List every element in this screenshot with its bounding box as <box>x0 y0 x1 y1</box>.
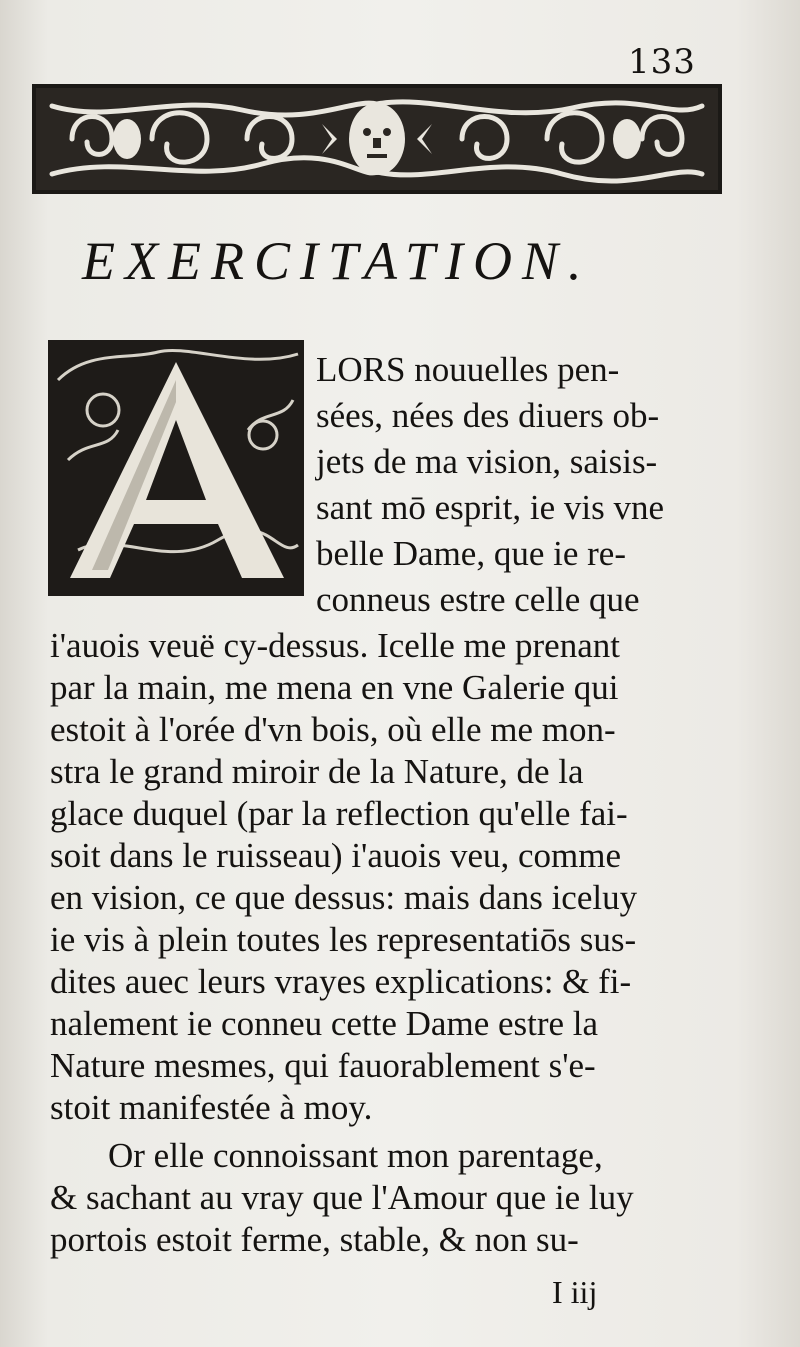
ornamental-headpiece <box>32 84 722 194</box>
text-line: soit dans le ruisseau) i'auois veu, comme <box>50 836 622 875</box>
text-line: conneus estre celle que <box>316 580 640 619</box>
text-line: dites auec leurs vrayes explications: & fi- <box>50 962 632 1001</box>
text-line: par la main, me mena en vne Galerie qui <box>50 668 619 707</box>
text-line: Or elle connoissant mon parentage, <box>108 1136 603 1175</box>
text-line: jets de ma vision, saisis- <box>316 442 658 481</box>
historiated-initial <box>48 340 304 596</box>
text-line: & sachant au vray que l'Amour que ie luy <box>50 1178 634 1217</box>
text-line: stra le grand miroir de la Nature, de la <box>50 752 584 791</box>
text-line: i'auois veuë cy-dessus. Icelle me prenant <box>50 626 620 665</box>
text-line: nalement ie conneu cette Dame estre la <box>50 1004 599 1043</box>
text-line: en vision, ce que dessus: mais dans iceluy <box>50 878 638 917</box>
page-number: 133 <box>628 42 696 82</box>
section-title: EXERCITATION. <box>82 231 592 291</box>
text-line: Nature mesmes, qui fauorablement s'e- <box>50 1046 596 1085</box>
text-line: glace duquel (par la reflection qu'elle fai- <box>50 794 628 833</box>
text-line: belle Dame, que ie re- <box>316 534 626 573</box>
text-line: sées, nées des diuers ob- <box>316 396 660 435</box>
text-line: portois estoit ferme, stable, & non su- <box>50 1220 579 1259</box>
text-line: LORS nouuelles pen- <box>316 350 620 389</box>
text-line: sant mō esprit, ie vis vne <box>316 488 665 527</box>
text-line: estoit à l'orée d'vn bois, où elle me mon- <box>50 710 616 749</box>
text-line: ie vis à plein toutes les representatiōs sus- <box>50 920 637 959</box>
signature-mark: I iij <box>552 1274 598 1310</box>
text-line: stoit manifestée à moy. <box>50 1088 373 1127</box>
